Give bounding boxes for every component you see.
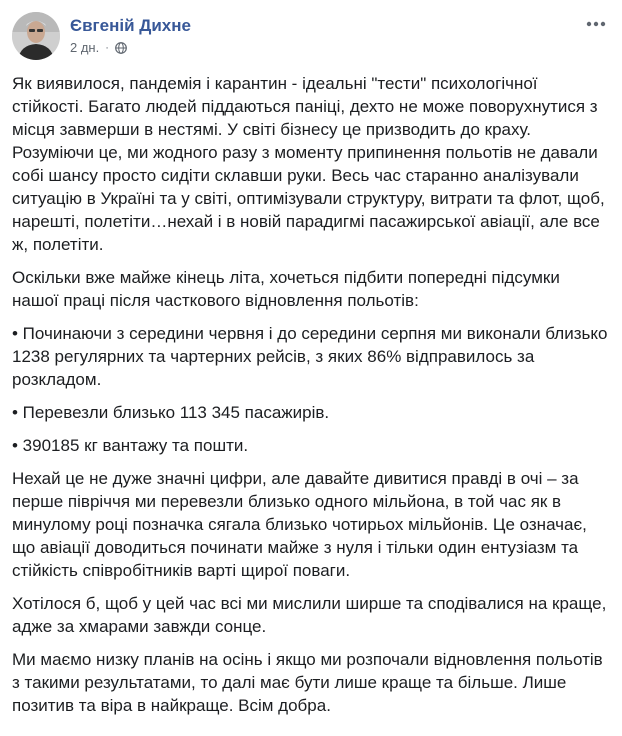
globe-icon[interactable] — [115, 42, 127, 54]
post-paragraph: Хотілося б, щоб у цей час всі ми мислили ширше та сподівалися на краще, адже за хмарами завжди сонце. — [12, 594, 607, 636]
post-paragraph: • Перевезли близько 113 345 пасажирів. — [12, 403, 330, 422]
post-header — [12, 12, 610, 60]
avatar-photo — [12, 12, 60, 60]
post-meta — [70, 40, 127, 55]
more-options-button[interactable] — [582, 14, 610, 34]
post-paragraph: Ми маємо низку планів на осінь і якщо ми розпочали відновлення польотів з такими результатами, то далі має бути лише краще та більше. Лише позитив та віра в найкраще. Всім добра. — [12, 650, 603, 715]
post-paragraph: • Починаючи з середини червня і до середини серпня ми виконали близько 1238 регулярних та чартерних рейсів, з яких 86% відправилось за розкладом. — [12, 324, 608, 389]
post-timestamp[interactable]: 2 дн. — [70, 40, 100, 55]
meta-separator: · — [105, 41, 109, 54]
post-paragraph: • 390185 кг вантажу та пошти. — [12, 436, 249, 455]
post-paragraph: Як виявилося, пандемія і карантин - ідеальні "тести" психологічної стійкості. Багато людей піддаються паніці, дехто не може поворухнутися з місця завмерши в нестямі. У світі бізнесу це призводить до краху. Розуміючи це, ми жодного разу з моменту припинення польотів не давали собі шансу просто сидіти склавши руки. Весь час старанно аналізували ситуацію в Україні та у світі, оптимізували структуру, витрати та флот, щоб, нарешті, полетіти…нехай і в новій парадигмі пасажирської авіації, але все ж, полетіти. — [12, 74, 605, 254]
more-horizontal-icon — [586, 21, 606, 27]
post-paragraph: Нехай це не дуже значні цифри, але давайте дивитися правді в очі – за перше півріччя ми перевезли близько одного мільйона, в той час як в минулому році позначка сягала близько чотирьох мільйонів. Це означає, що авіації доводиться починати майже з нуля і тільки один ентузіазм та стійкість співробітників варті щирої поваги. — [12, 469, 587, 580]
avatar[interactable] — [12, 12, 60, 60]
post-content — [12, 72, 608, 727]
author-name[interactable]: Євгеній Дихне — [70, 16, 191, 35]
post-paragraph: Оскільки вже майже кінець літа, хочеться підбити попередні підсумки нашої праці після часткового відновлення польотів: — [12, 268, 560, 310]
